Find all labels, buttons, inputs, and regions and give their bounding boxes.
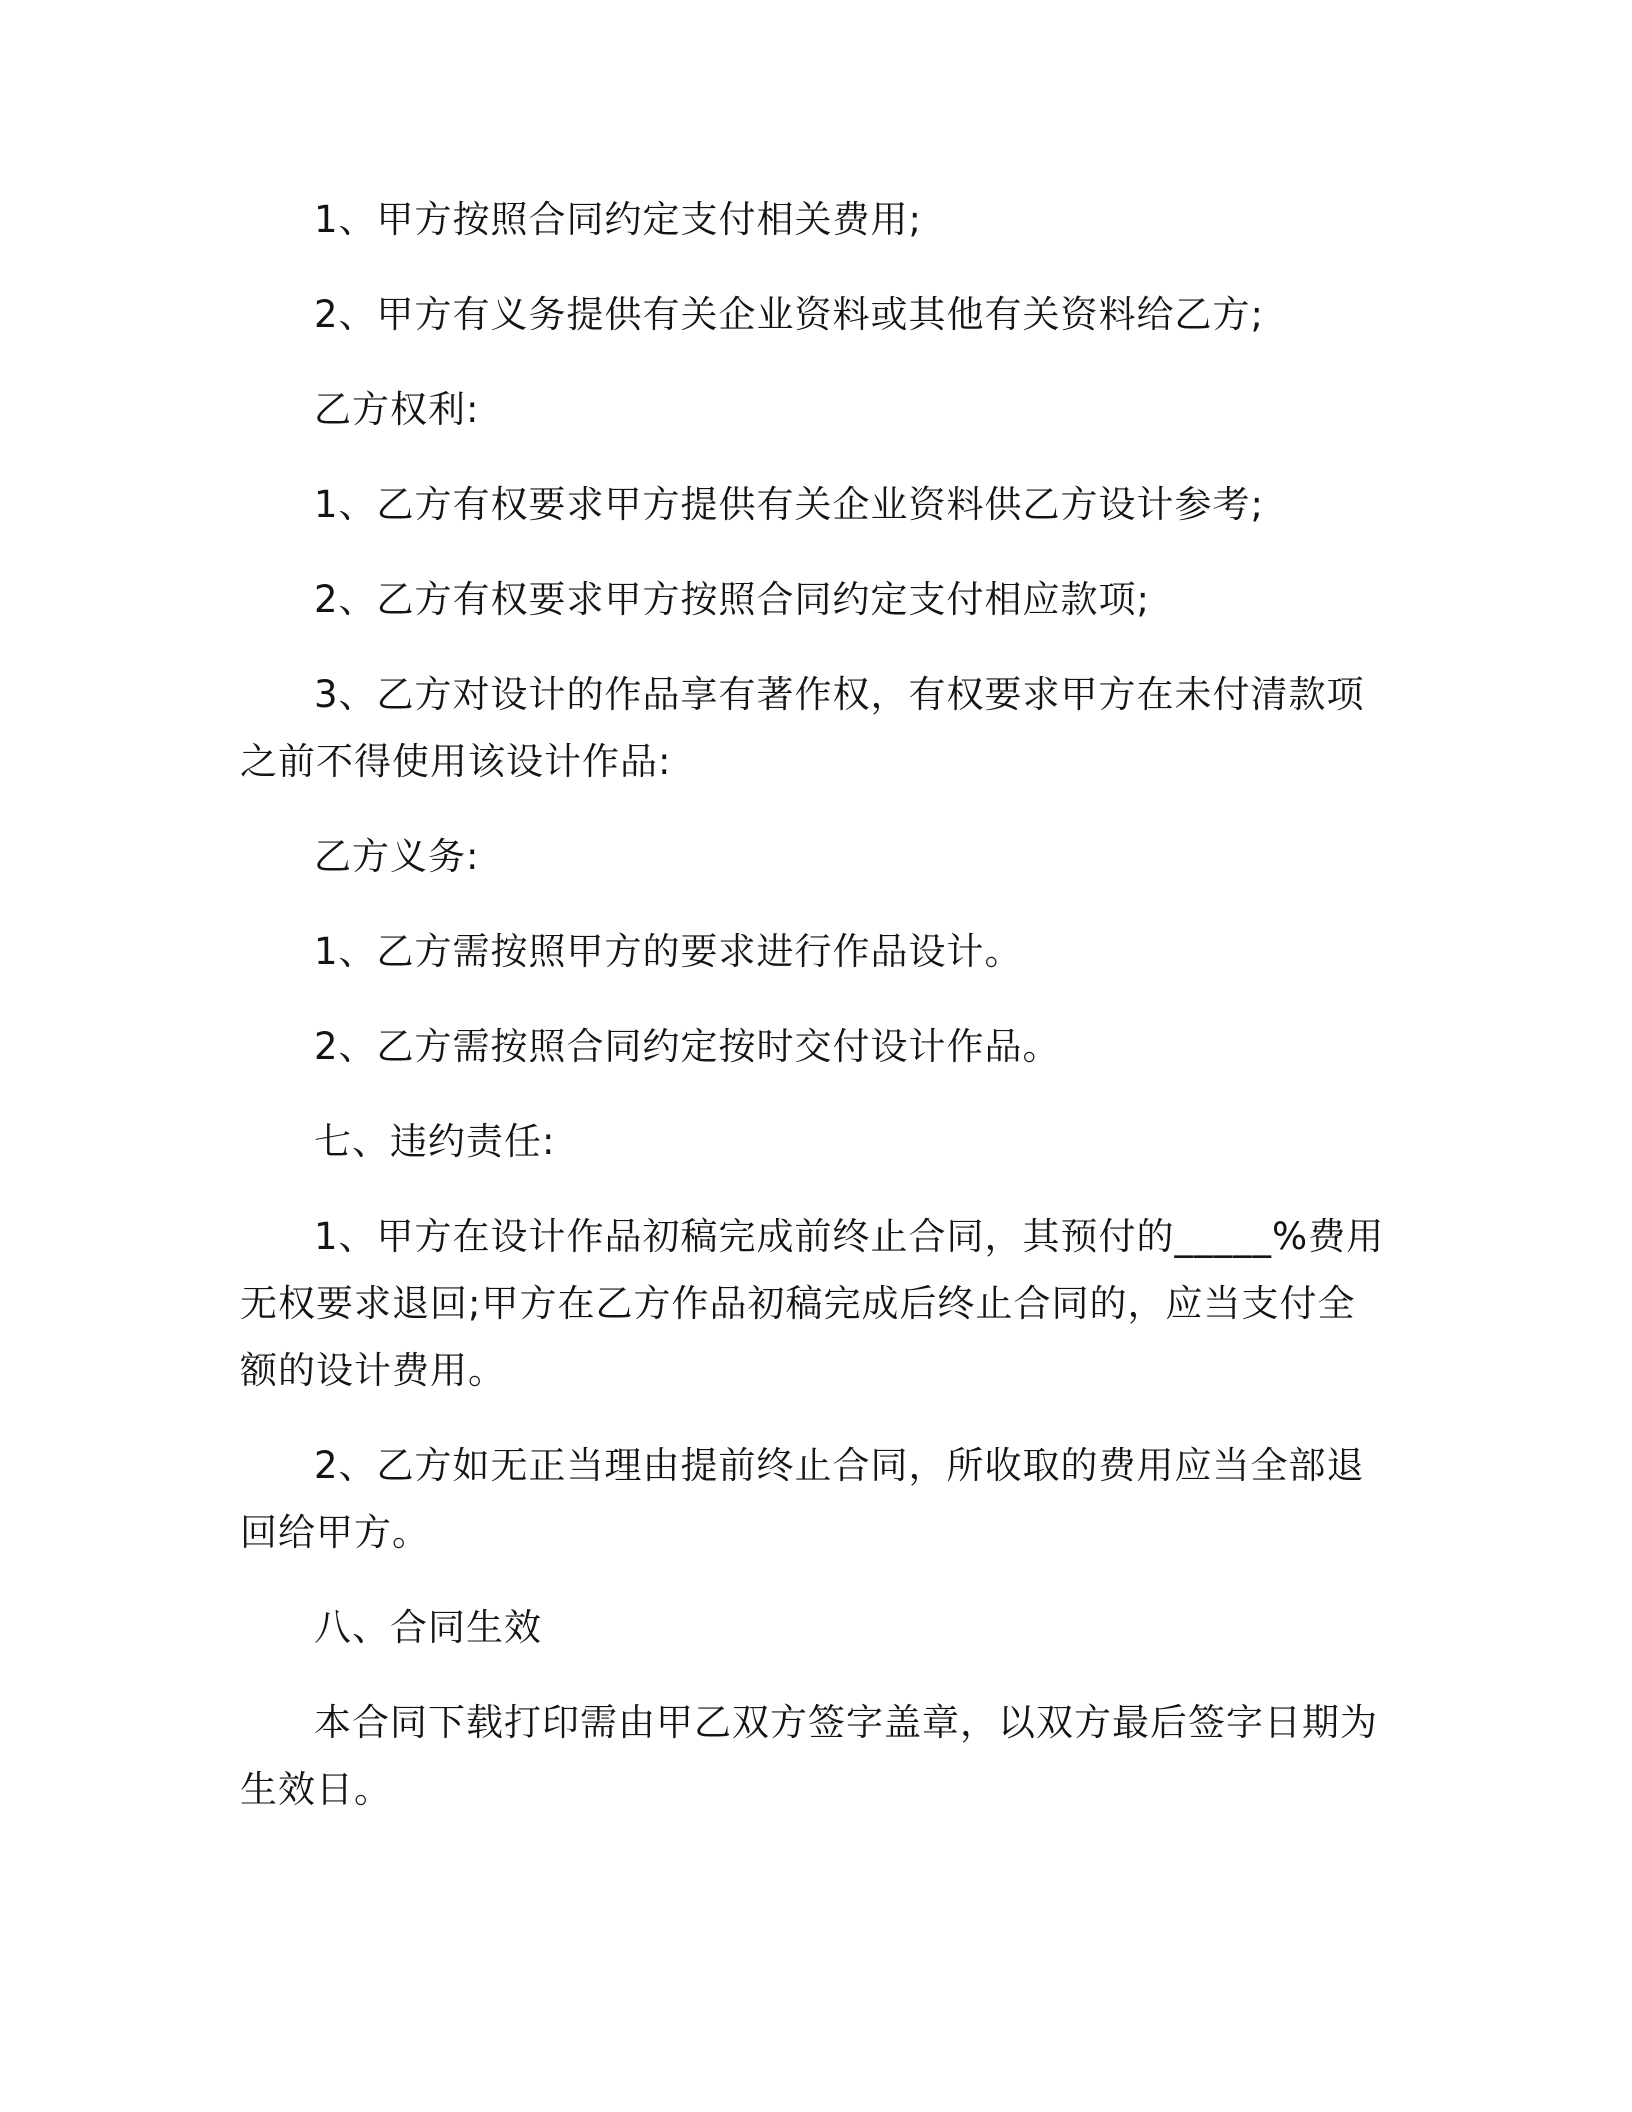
heading-party-b-rights: 乙方权利: xyxy=(314,388,480,431)
paragraph-breach-1: 1、甲方在设计作品初稿完成前终止合同，其预付的_____%费用无权要求退回;甲方在乙方作品初稿完成后终止合同的，应当支付全额的设计费用。 xyxy=(240,1215,1385,1392)
paragraph-party-a-obligation-1: 1、甲方按照合同约定支付相关费用; xyxy=(314,198,923,241)
document-body xyxy=(240,186,1392,1823)
paragraph-party-b-obligation-1: 1、乙方需按照甲方的要求进行作品设计。 xyxy=(314,930,1023,973)
heading-contract-effect: 八、合同生效 xyxy=(314,1606,542,1649)
heading-breach-liability: 七、违约责任: xyxy=(314,1120,556,1163)
paragraph-party-b-right-3: 3、乙方对设计的作品享有著作权，有权要求甲方在未付清款项之前不得使用该设计作品: xyxy=(240,673,1365,783)
paragraph-party-a-obligation-2: 2、甲方有义务提供有关企业资料或其他有关资料给乙方; xyxy=(314,293,1265,336)
paragraph-contract-effect: 本合同下载打印需由甲乙双方签字盖章，以双方最后签字日期为生效日。 xyxy=(240,1701,1378,1811)
paragraph-party-b-right-1: 1、乙方有权要求甲方提供有关企业资料供乙方设计参考; xyxy=(314,483,1265,526)
paragraph-breach-2: 2、乙方如无正当理由提前终止合同，所收取的费用应当全部退回给甲方。 xyxy=(240,1444,1365,1554)
paragraph-party-b-obligation-2: 2、乙方需按照合同约定按时交付设计作品。 xyxy=(314,1025,1061,1068)
paragraph-party-b-right-2: 2、乙方有权要求甲方按照合同约定支付相应款项; xyxy=(314,578,1151,621)
heading-party-b-obligations: 乙方义务: xyxy=(314,835,480,878)
